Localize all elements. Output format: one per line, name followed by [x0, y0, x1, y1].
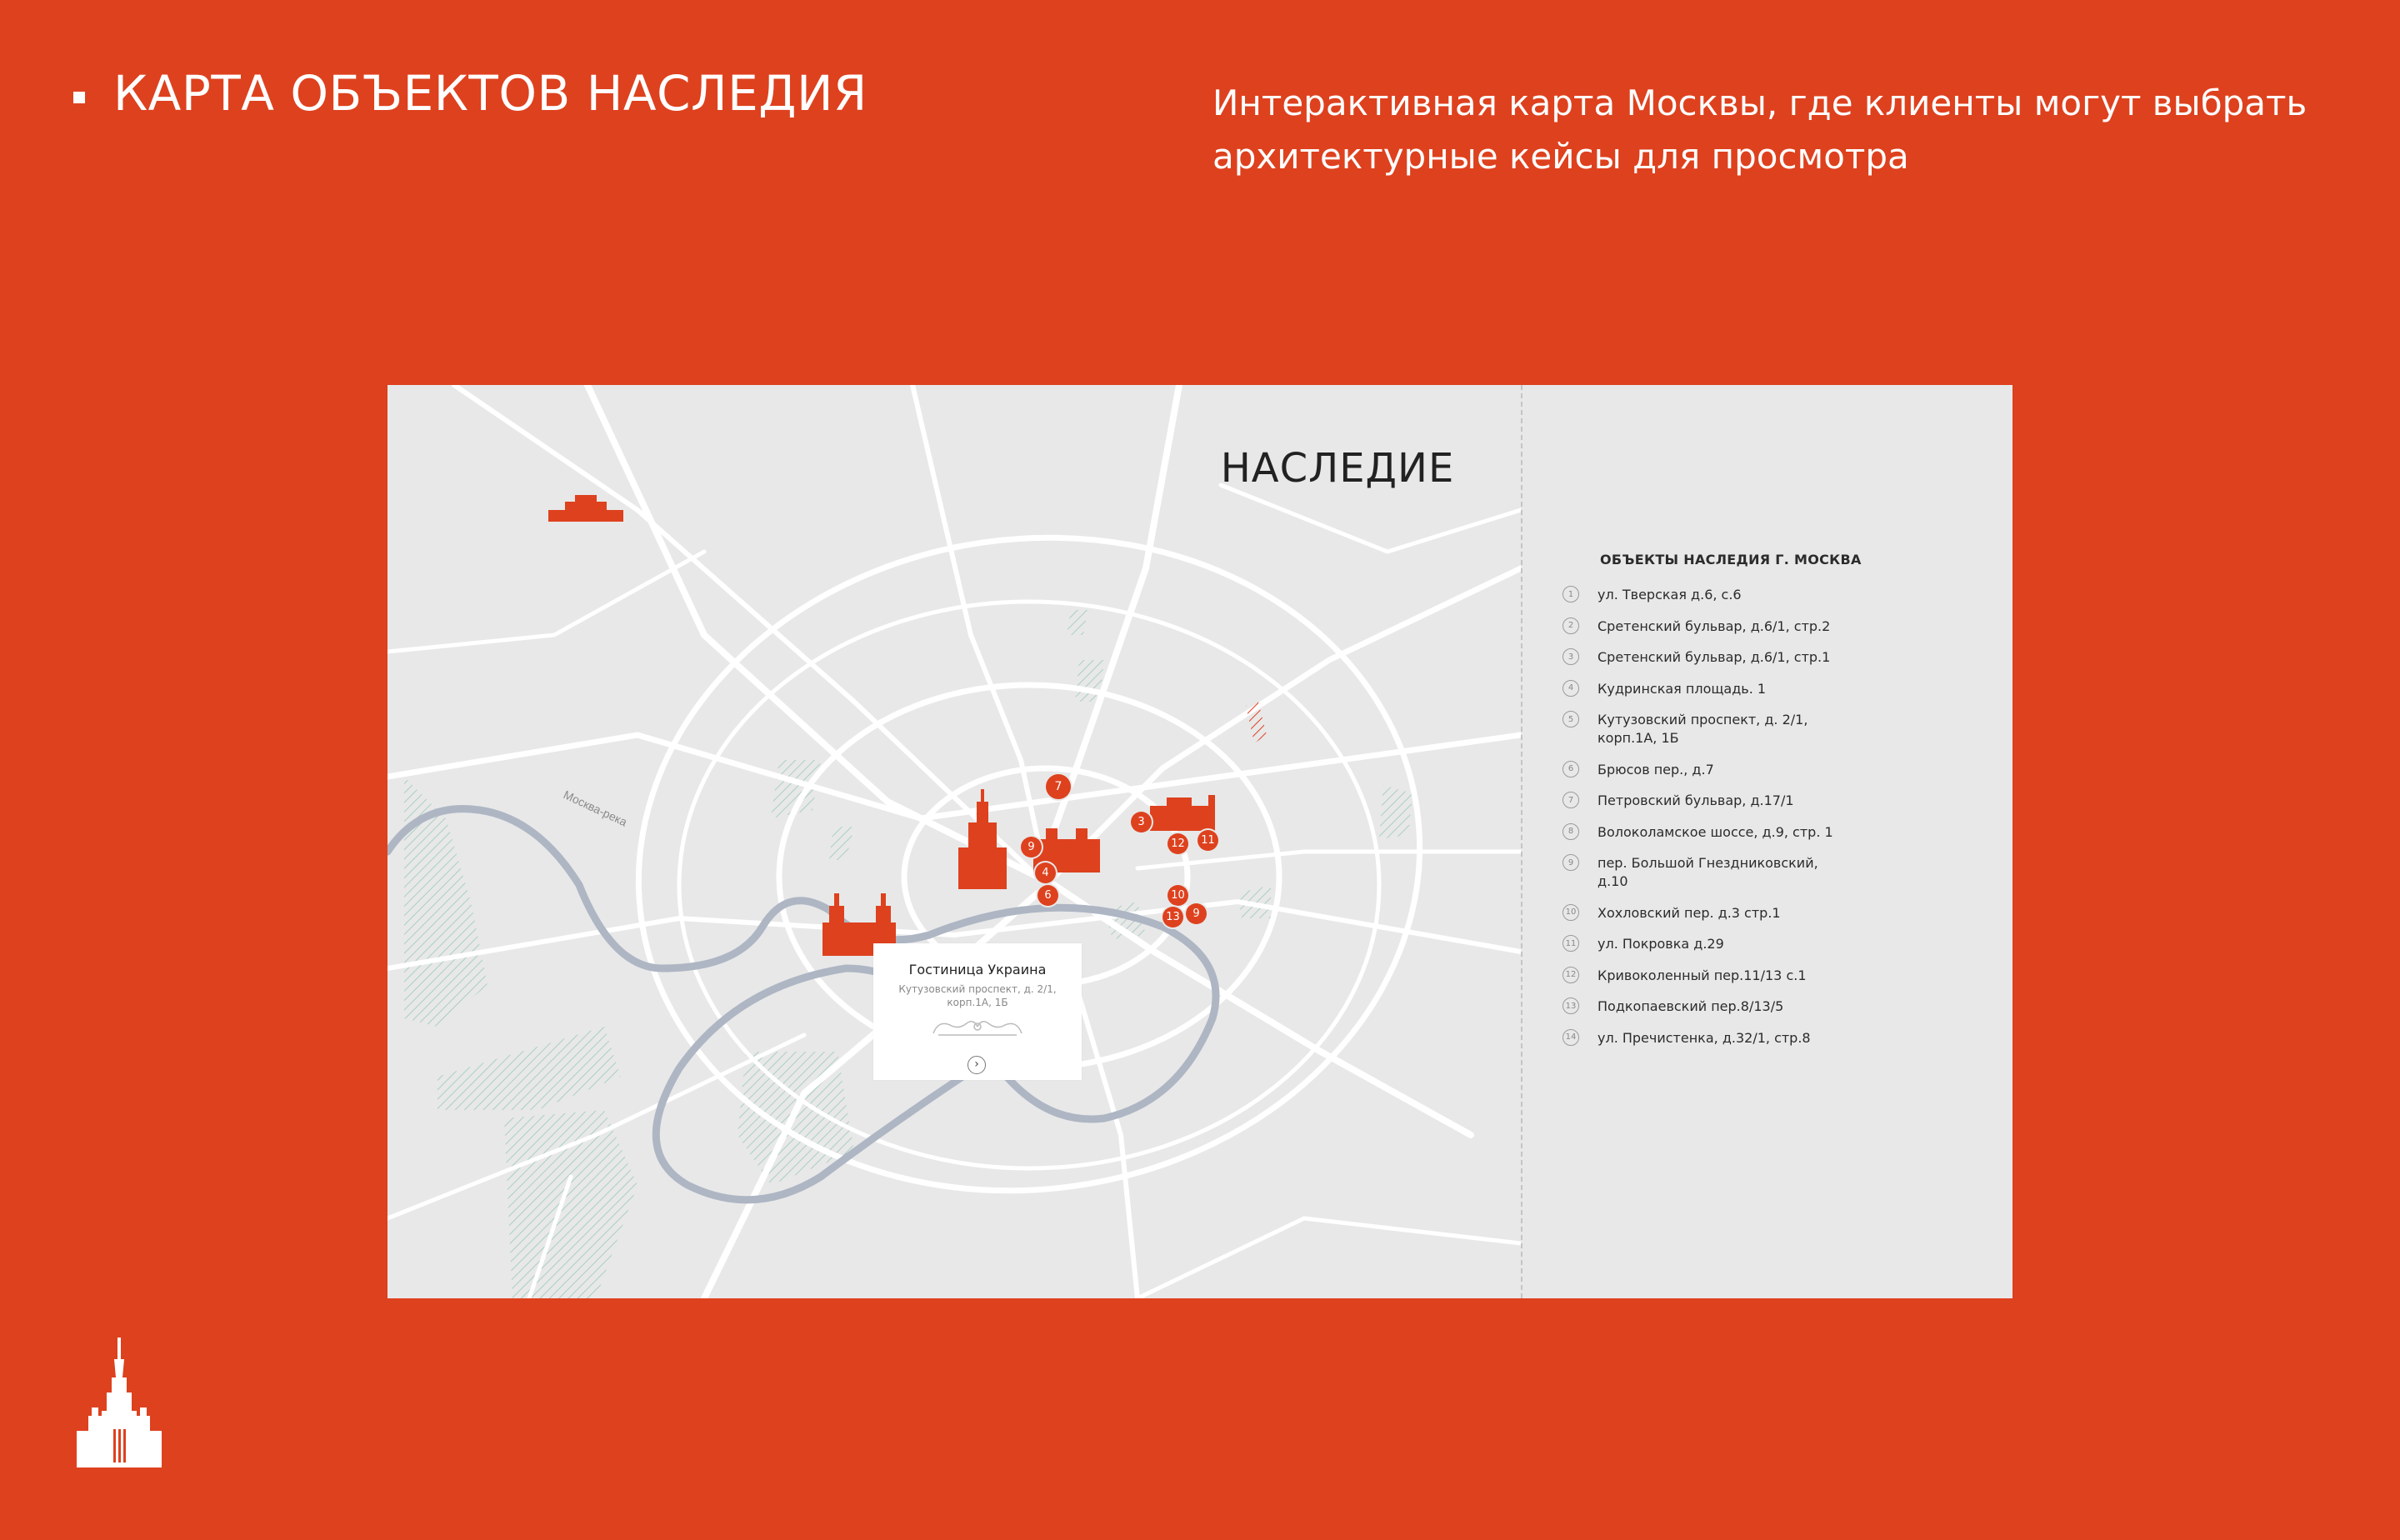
legend-item[interactable]: [1562, 761, 1996, 779]
legend-text: ул. Пречистенка, д.32/1, стр.8: [1598, 1029, 1811, 1046]
popup-address: Кутузовский проспект, д. 2/1, корп.1А, 1Б: [898, 983, 1057, 1008]
legend-item[interactable]: [1562, 904, 1996, 922]
legend-num: 8: [1562, 823, 1579, 840]
legend-item[interactable]: [1562, 1029, 1996, 1048]
legend-item[interactable]: [1562, 711, 1996, 748]
legend-item[interactable]: [1562, 967, 1996, 985]
river-label: Москва-река: [561, 788, 630, 829]
legend-title: ОБЪЕКТЫ НАСЛЕДИЯ Г. МОСКВА: [1600, 552, 1862, 568]
legend-num: 14: [1562, 1029, 1579, 1046]
legend-text: ул. Тверская д.6, с.6: [1598, 587, 1742, 602]
legend-num: 2: [1562, 618, 1579, 634]
legend-item[interactable]: [1562, 998, 1996, 1016]
popup-title: Гостиница Украина: [908, 962, 1047, 978]
legend-num: 1: [1562, 586, 1579, 602]
map-marker-11[interactable]: 11: [1198, 830, 1218, 851]
page-title: КАРТА ОБЪЕКТОВ НАСЛЕДИЯ: [113, 65, 868, 122]
popup-next-button[interactable]: ›: [968, 1056, 986, 1074]
map-marker-9[interactable]: 9: [1021, 837, 1042, 858]
map-marker-7[interactable]: 7: [1046, 774, 1071, 799]
legend-item[interactable]: [1562, 792, 1996, 810]
legend-text: Сретенский бульвар, д.6/1, стр.1: [1598, 649, 1831, 665]
panel-divider: [1521, 385, 1522, 1298]
legend-num: 7: [1562, 792, 1579, 808]
stalin-skyscraper-logo-icon: [77, 1338, 163, 1468]
legend-num: 10: [1562, 904, 1579, 921]
legend-num: 9: [1562, 854, 1579, 871]
building-icon: [548, 495, 623, 522]
map-marker-10[interactable]: 10: [1168, 885, 1188, 906]
heritage-area-icon: [1246, 702, 1267, 743]
map-marker-13[interactable]: 13: [1162, 907, 1183, 928]
legend-text: ул. Покровка д.29: [1598, 936, 1724, 952]
legend-num: 11: [1562, 935, 1579, 952]
object-popup[interactable]: [873, 943, 1082, 1080]
legend-text: Кривоколенный пер.11/13 с.1: [1598, 967, 1807, 983]
legend-text: Волоколамское шоссе, д.9, стр. 1: [1598, 823, 1833, 840]
legend-num: 13: [1562, 998, 1579, 1014]
legend-item[interactable]: [1562, 823, 1996, 842]
map-marker-9b[interactable]: 9: [1186, 903, 1207, 924]
legend-item[interactable]: [1562, 680, 1996, 698]
legend-num: 3: [1562, 648, 1579, 665]
map-marker-3[interactable]: 3: [1131, 812, 1152, 832]
legend-text: Брюсов пер., д.7: [1598, 761, 1714, 778]
legend-num: 5: [1562, 711, 1579, 728]
legend-text: Хохловский пер. д.3 стр.1: [1598, 904, 1781, 921]
map-marker-6[interactable]: 6: [1038, 885, 1058, 906]
legend-num: 6: [1562, 761, 1579, 778]
mansion-icon: [1150, 795, 1215, 831]
legend-text: Кудринская площадь. 1: [1598, 680, 1767, 697]
legend-text: Кутузовский проспект, д. 2/1, корп.1А, 1Б: [1598, 712, 1808, 746]
map-marker-4[interactable]: 4: [1035, 862, 1056, 883]
heritage-map-panel[interactable]: [388, 385, 2012, 1298]
legend-item[interactable]: [1562, 854, 1996, 891]
legend-item[interactable]: [1562, 935, 1996, 953]
heritage-legend: [1562, 552, 1996, 1060]
title-bullet: [73, 92, 85, 103]
legend-text: пер. Большой Гнездниковский, д.10: [1598, 855, 1818, 889]
map-marker-12[interactable]: 12: [1168, 833, 1188, 854]
legend-text: Подкопаевский пер.8/13/5: [1598, 998, 1784, 1014]
legend-item[interactable]: [1562, 648, 1996, 667]
legend-num: 12: [1562, 967, 1579, 983]
page-description: Интерактивная карта Москвы, где клиенты могут выбрать архитектурные кейсы для просмотра: [1212, 82, 2308, 177]
legend-item[interactable]: [1562, 586, 1996, 604]
ornament-icon: [930, 1015, 1025, 1040]
moscow-map[interactable]: [388, 385, 1521, 1298]
map-title: НАСЛЕДИЕ: [1220, 445, 1455, 492]
legend-text: Петровский бульвар, д.17/1: [1598, 792, 1794, 808]
legend-item[interactable]: [1562, 618, 1996, 636]
legend-text: Сретенский бульвар, д.6/1, стр.2: [1598, 618, 1831, 634]
legend-num: 4: [1562, 680, 1579, 697]
